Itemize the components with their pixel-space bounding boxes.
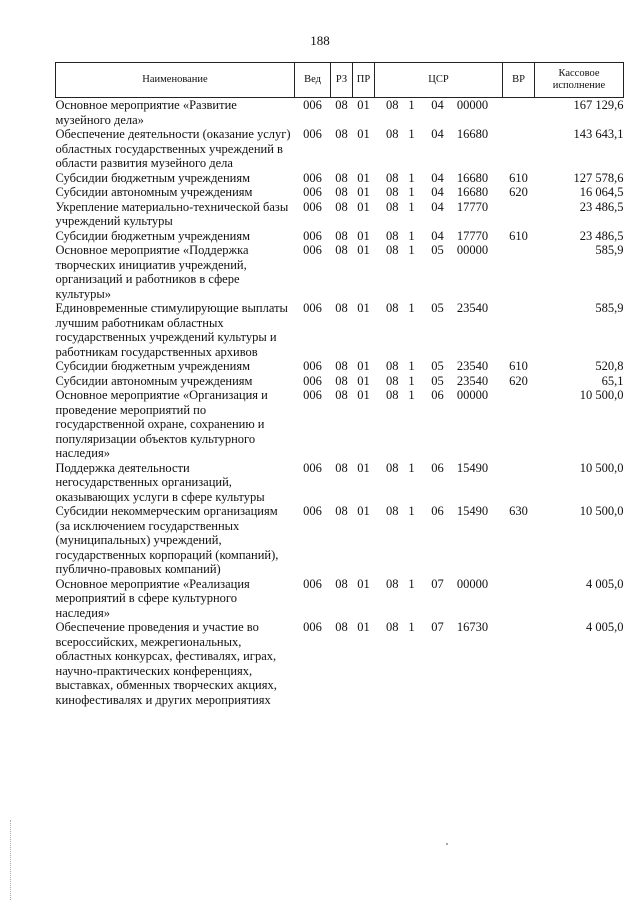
csr-part: 23540 — [456, 373, 489, 388]
csr-part: 04 — [431, 170, 444, 185]
row-pr: 01 — [357, 98, 370, 112]
row-rz: 08 — [335, 373, 348, 388]
row-name: Субсидии автономным учреждениям — [55, 185, 253, 199]
row-rz: 08 — [335, 576, 348, 591]
table-row — [56, 359, 624, 374]
row-rz: 08 — [335, 504, 348, 518]
csr-part: 1 — [408, 504, 415, 518]
row-sum: 167 129,6 — [573, 98, 624, 112]
row-csr — [375, 388, 503, 461]
csr-part: 04 — [431, 185, 444, 199]
row-pr: 01 — [357, 170, 370, 185]
csr-part: 17770 — [456, 199, 489, 214]
row-vr: 620 — [509, 373, 528, 388]
row-csr — [375, 504, 503, 577]
row-csr — [375, 98, 503, 128]
scan-margin-marks — [10, 820, 13, 900]
row-csr — [375, 185, 503, 200]
row-pr: 01 — [357, 620, 370, 634]
row-rz: 08 — [335, 185, 348, 199]
csr-part: 05 — [431, 243, 444, 257]
csr-part: 00000 — [456, 98, 489, 112]
row-ved: 006 — [303, 373, 322, 388]
table-row — [56, 127, 624, 171]
row-sum: 4 005,0 — [586, 576, 624, 591]
row-ved: 006 — [303, 460, 322, 475]
csr-part: 23540 — [456, 301, 489, 315]
row-name: Основное мероприятие «Реализация мероприятий в сфере культурного наследия» — [55, 576, 250, 620]
row-ved: 006 — [303, 243, 322, 257]
csr-part: 1 — [408, 359, 415, 373]
row-sum: 127 578,6 — [573, 170, 624, 185]
row-rz: 08 — [335, 170, 348, 185]
row-vr — [503, 127, 535, 171]
row-pr: 01 — [357, 460, 370, 475]
row-vr — [503, 243, 535, 301]
row-name: Субсидии бюджетным учреждениям — [55, 359, 251, 373]
csr-part: 23540 — [456, 359, 489, 373]
row-vr — [503, 200, 535, 229]
row-pr: 01 — [357, 576, 370, 591]
row-ved: 006 — [303, 98, 322, 112]
row-ved: 006 — [303, 170, 322, 185]
row-pr: 01 — [357, 359, 370, 373]
header-ved: Вед — [295, 63, 331, 98]
row-pr: 01 — [357, 185, 370, 199]
row-csr — [375, 200, 503, 229]
row-ved: 006 — [303, 199, 322, 214]
row-name: Обеспечение деятельности (оказание услуг) областных государственных учреждений в области развития музейного дела — [55, 127, 291, 170]
csr-part: 16680 — [456, 185, 489, 199]
csr-part: 1 — [408, 620, 415, 634]
row-vr: 610 — [509, 228, 528, 243]
csr-part: 08 — [386, 373, 399, 388]
csr-part: 16680 — [456, 170, 489, 185]
csr-part: 1 — [408, 576, 415, 591]
row-name: Субсидии бюджетным учреждениям — [55, 170, 251, 185]
table-row — [56, 243, 624, 301]
row-vr — [503, 98, 535, 128]
csr-part: 08 — [386, 388, 399, 402]
row-vr: 610 — [509, 170, 528, 185]
row-csr — [375, 171, 503, 186]
row-name: Субсидии автономным учреждениям — [55, 373, 253, 388]
row-csr — [375, 127, 503, 171]
row-vr — [503, 620, 535, 707]
row-rz: 08 — [335, 127, 348, 141]
csr-part: 00000 — [456, 576, 489, 591]
csr-part: 06 — [431, 460, 444, 475]
row-pr: 01 — [357, 228, 370, 243]
csr-part: 08 — [386, 228, 399, 243]
row-name: Субсидии некоммерческим организациям (за исключением государственных (муниципальных) учреждений, государственных корпораций (компаний), публично-правовых компаний) — [55, 504, 279, 576]
row-ved: 006 — [303, 228, 322, 243]
page-number: 188 — [310, 33, 330, 48]
row-name: Единовременные стимулирующие выплаты лучшим работникам областных государственных учреждений культуры и работникам государственных архивов — [55, 301, 288, 359]
row-vr: 630 — [509, 504, 528, 518]
row-csr — [375, 620, 503, 707]
row-ved: 006 — [303, 576, 322, 591]
row-name: Обеспечение проведения и участие во всероссийских, межрегиональных, областных конкурсах, фестивалях, играх, научно-практических конференциях, выставках, обменных творческих акциях, кинофестивалях и других мероприятиях — [55, 620, 277, 707]
csr-part: 1 — [408, 243, 415, 257]
table-body — [56, 98, 624, 708]
table-row — [56, 98, 624, 128]
csr-part: 1 — [408, 388, 415, 402]
header-csr: ЦСР — [375, 63, 503, 98]
row-rz: 08 — [335, 620, 348, 634]
csr-part: 05 — [431, 373, 444, 388]
row-sum: 10 500,0 — [579, 388, 624, 402]
csr-part: 05 — [431, 301, 444, 315]
row-csr — [375, 359, 503, 374]
row-csr — [375, 229, 503, 244]
row-ved: 006 — [303, 185, 322, 199]
csr-part: 05 — [431, 359, 444, 373]
row-rz: 08 — [335, 301, 348, 315]
csr-part: 08 — [386, 301, 399, 315]
table-row — [56, 200, 624, 229]
row-rz: 08 — [335, 460, 348, 475]
csr-part: 04 — [431, 199, 444, 214]
row-pr: 01 — [357, 199, 370, 214]
table-row — [56, 577, 624, 621]
csr-part: 1 — [408, 199, 415, 214]
row-pr: 01 — [357, 301, 370, 315]
row-sum: 585,9 — [595, 243, 624, 257]
row-vr — [503, 388, 535, 461]
row-sum: 520,8 — [595, 359, 624, 373]
row-rz: 08 — [335, 98, 348, 112]
row-ved: 006 — [303, 620, 322, 634]
csr-part: 16730 — [456, 620, 489, 634]
row-vr — [503, 577, 535, 621]
row-pr: 01 — [357, 243, 370, 257]
csr-part: 08 — [386, 504, 399, 518]
row-ved: 006 — [303, 359, 322, 373]
csr-part: 08 — [386, 199, 399, 214]
table-row — [56, 171, 624, 186]
csr-part: 04 — [431, 98, 444, 112]
row-pr: 01 — [357, 373, 370, 388]
csr-part: 08 — [386, 243, 399, 257]
csr-part: 1 — [408, 185, 415, 199]
csr-part: 16680 — [456, 127, 489, 141]
row-rz: 08 — [335, 359, 348, 373]
header-rz: РЗ — [331, 63, 353, 98]
csr-part: 1 — [408, 373, 415, 388]
csr-part: 08 — [386, 98, 399, 112]
row-rz: 08 — [335, 228, 348, 243]
csr-part: 00000 — [456, 243, 489, 257]
row-name: Основное мероприятие «Поддержка творческих инициатив учреждений, организаций и работников в сфере культуры» — [55, 243, 249, 301]
csr-part: 08 — [386, 185, 399, 199]
row-sum: 10 500,0 — [579, 504, 624, 518]
csr-part: 1 — [408, 127, 415, 141]
row-csr — [375, 301, 503, 359]
csr-part: 08 — [386, 170, 399, 185]
row-vr — [503, 301, 535, 359]
table-row — [56, 388, 624, 461]
csr-part: 08 — [386, 359, 399, 373]
row-vr: 620 — [509, 185, 528, 199]
header-name: Наименование — [56, 63, 295, 98]
row-pr: 01 — [357, 388, 370, 402]
row-pr: 01 — [357, 504, 370, 518]
csr-part: 08 — [386, 127, 399, 141]
header-vr: ВР — [503, 63, 535, 98]
row-vr: 610 — [509, 359, 528, 373]
csr-part: 00000 — [456, 388, 489, 402]
row-name: Поддержка деятельности негосударственных организаций, оказывающих услуги в сфере культуры — [55, 460, 265, 504]
row-name: Субсидии бюджетным учреждениям — [55, 228, 251, 243]
csr-part: 1 — [408, 228, 415, 243]
row-name: Основное мероприятие «Развитие музейного дела» — [55, 98, 237, 127]
csr-part: 1 — [408, 98, 415, 112]
csr-part: 08 — [386, 460, 399, 475]
csr-part: 17770 — [456, 228, 489, 243]
csr-part: 1 — [408, 460, 415, 475]
row-rz: 08 — [335, 199, 348, 214]
row-ved: 006 — [303, 301, 322, 315]
csr-part: 15490 — [456, 460, 489, 475]
row-vr — [503, 461, 535, 505]
row-rz: 08 — [335, 388, 348, 402]
row-ved: 006 — [303, 388, 322, 402]
table-row — [56, 461, 624, 505]
row-sum: 585,9 — [595, 301, 624, 315]
csr-part: 07 — [431, 576, 444, 591]
row-sum: 23 486,5 — [579, 228, 624, 243]
row-name: Основное мероприятие «Организация и проведение мероприятий по государственной охране, сохранению и популяризации объектов культурного наследия» — [55, 388, 268, 460]
row-sum: 10 500,0 — [579, 460, 624, 475]
row-ved: 006 — [303, 504, 322, 518]
row-sum: 65,1 — [601, 373, 624, 388]
csr-part: 06 — [431, 504, 444, 518]
header-sum: Кассовое исполнение — [535, 63, 624, 98]
row-sum: 143 643,1 — [573, 127, 624, 141]
budget-table — [55, 62, 624, 707]
table-row — [56, 374, 624, 389]
csr-part: 04 — [431, 228, 444, 243]
row-csr — [375, 577, 503, 621]
row-sum: 16 064,5 — [579, 185, 624, 199]
csr-part: 1 — [408, 301, 415, 315]
csr-part: 1 — [408, 170, 415, 185]
table-row — [56, 504, 624, 577]
row-rz: 08 — [335, 243, 348, 257]
csr-part: 04 — [431, 127, 444, 141]
row-pr: 01 — [357, 127, 370, 141]
row-sum: 23 486,5 — [579, 199, 624, 214]
row-name: Укрепление материально-технической базы учреждений культуры — [55, 199, 289, 228]
table-row — [56, 229, 624, 244]
csr-part: 15490 — [456, 504, 489, 518]
table-row — [56, 620, 624, 707]
scan-artifact — [446, 843, 448, 845]
row-sum: 4 005,0 — [586, 620, 624, 634]
csr-part: 06 — [431, 388, 444, 402]
row-csr — [375, 461, 503, 505]
csr-part: 08 — [386, 576, 399, 591]
table-header-row — [56, 63, 624, 98]
csr-part: 08 — [386, 620, 399, 634]
row-ved: 006 — [303, 127, 322, 141]
table-row — [56, 185, 624, 200]
csr-part: 07 — [431, 620, 444, 634]
row-csr — [375, 374, 503, 389]
header-pr: ПР — [353, 63, 375, 98]
row-csr — [375, 243, 503, 301]
table-row — [56, 301, 624, 359]
